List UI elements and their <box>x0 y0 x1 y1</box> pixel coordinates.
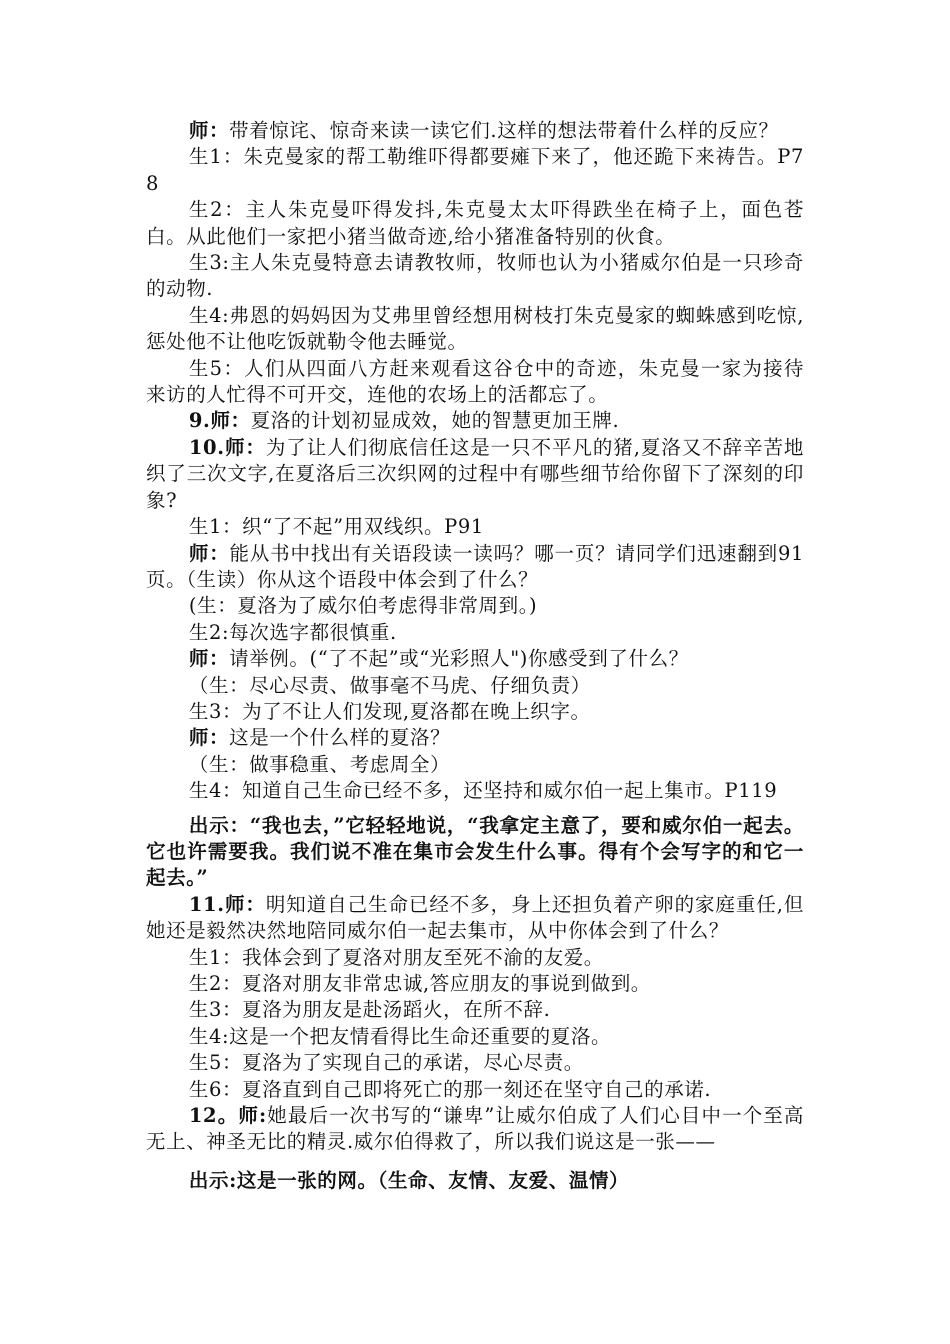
paragraph-text: 生4:弗恩的妈妈因为艾弗里曾经想用树枝打朱克曼家的蜘蛛感到吃惊,惩处他不让他吃饭就勒令他去睡觉。 <box>146 303 804 354</box>
paragraph-text: 为了让人们彻底信任这是一只不平凡的猪,夏洛又不辞辛苦地织了三次文字,在夏洛后三次织网的过程中有哪些细节给你留下了深刻的印象? <box>146 435 804 512</box>
paragraph-text: （生：做事稳重、考虑周全） <box>188 752 451 776</box>
dialogue-paragraph <box>146 673 804 699</box>
dialogue-paragraph <box>146 1024 804 1050</box>
paragraph-text: 生6：夏洛直到自己即将死亡的那一刻还在坚守自己的承诺. <box>188 1077 712 1101</box>
paragraph-text: 能从书中找出有关语段读一读吗？哪一页？请同学们迅速翻到91页。（生读）你从这个语段中体会到了什么？ <box>146 541 805 591</box>
paragraph-text: 这是一个什么样的夏洛？ <box>229 726 451 750</box>
paragraph-text: (生：夏洛为了威尔伯考虑得非常周到。) <box>188 594 538 618</box>
speaker-label: 10.师： <box>188 435 266 459</box>
quote-text: “我也去，”它轻轻地说，“我拿定主意了，要和威尔伯一起去。它也许需要我。我们说不准在集市会发生什么事。得有个会写字的和它一起去。” <box>146 813 804 890</box>
dialogue-paragraph <box>146 1050 804 1076</box>
dialogue-paragraph <box>146 593 804 619</box>
speaker-label: 9.师： <box>188 409 251 433</box>
dialogue-paragraph <box>146 725 804 751</box>
paragraph-text: 生3:主人朱克曼特意去请教牧师，牧师也认为小猪威尔伯是一只珍奇的动物. <box>146 251 804 301</box>
dialogue-block-2 <box>146 892 804 1156</box>
paragraph-text: 生1：织“了不起”用双线织。P91 <box>188 515 484 539</box>
dialogue-paragraph <box>146 1103 804 1156</box>
quote-lead: 出示： <box>188 813 250 837</box>
dialogue-paragraph <box>146 778 804 804</box>
paragraph-text: 生3：为了不让人们发现,夏洛都在晚上织字。 <box>188 699 591 723</box>
paragraph-text: 生3：夏洛为朋友是赴汤蹈火，在所不辞. <box>188 998 551 1022</box>
dialogue-paragraph <box>146 892 804 945</box>
speaker-label: 11.师： <box>188 892 266 916</box>
speaker-label: 师： <box>188 541 230 565</box>
paragraph-text: 生1：朱克曼家的帮工勒维吓得都要瘫下来了，他还跪下来祷告。P78 <box>146 145 804 195</box>
dialogue-paragraph <box>146 118 804 144</box>
dialogue-paragraph <box>146 144 804 197</box>
quote-paragraph <box>146 813 804 892</box>
paragraph-text: 生2:每次选字都很慎重. <box>188 620 397 644</box>
dialogue-paragraph <box>146 197 804 250</box>
paragraph-text: 请举例。(“了不起”或“光彩照人")你感受到了什么？ <box>229 647 689 671</box>
dialogue-block-1 <box>146 118 804 805</box>
paragraph-text: 生2：夏洛对朋友非常忠诚,答应朋友的事说到做到。 <box>188 972 651 995</box>
paragraph-text: 生4：知道自己生命已经不多，还坚持和威尔伯一起上集市。P119 <box>188 779 778 803</box>
paragraph-text: 生4:这是一个把友情看得比生命还重要的夏洛。 <box>188 1024 612 1048</box>
speaker-label: 师： <box>188 647 230 671</box>
speaker-label: 12。师: <box>188 1104 267 1128</box>
dialogue-paragraph <box>146 514 804 540</box>
paragraph-text: 生1：我体会到了夏洛对朋友至死不渝的友爱。 <box>188 945 604 969</box>
paragraph-text: 带着惊诧、惊奇来读一读它们.这样的想法带着什么样的反应？ <box>229 119 779 142</box>
dialogue-paragraph <box>146 971 804 997</box>
dialogue-paragraph <box>146 646 804 672</box>
paragraph-text: 明知道自己生命已经不多，身上还担负着产卵的家庭重任,但她还是毅然决然地陪同威尔伯一起去集市，从中你体会到了什么？ <box>146 892 804 943</box>
paragraph-text: 生5：夏洛为了实现自己的承诺，尽心尽责。 <box>188 1051 584 1075</box>
dialogue-paragraph <box>146 699 804 725</box>
dialogue-paragraph <box>146 435 804 514</box>
paragraph-text: 生5：人们从四面八方赶来观看这谷仓中的奇迹，朱克曼一家为接待来访的人忙得不可开交，连他的农场上的活都忘了。 <box>146 356 804 407</box>
dialogue-paragraph <box>146 752 804 778</box>
paragraph-text: （生：尽心尽责、做事毫不马虎、仔细负责） <box>188 673 591 697</box>
speaker-label: 师： <box>188 726 230 750</box>
dialogue-paragraph <box>146 541 804 594</box>
dialogue-paragraph <box>146 250 804 303</box>
paragraph-text: 她最后一次书写的“谦卑”让威尔伯成了人们心目中一个至高无上、神圣无比的精灵.威尔伯得救了，所以我们说这是一张—— <box>146 1104 805 1154</box>
speaker-label: 师： <box>188 119 230 142</box>
final-paragraph: 出示:这是一张的网。（生命、友情、友爱、温情） <box>188 1168 630 1192</box>
paragraph-text: 夏洛的计划初显成效，她的智慧更加王牌. <box>250 409 620 433</box>
dialogue-paragraph <box>146 945 804 971</box>
dialogue-paragraph <box>146 408 804 434</box>
paragraph-text: 生2：主人朱克曼吓得发抖,朱克曼太太吓得跌坐在椅子上，面色苍白。从此他们一家把小猪当做奇迹,给小猪准备特别的伙食。 <box>146 198 804 248</box>
dialogue-paragraph <box>146 1077 804 1103</box>
dialogue-paragraph <box>146 997 804 1023</box>
dialogue-paragraph <box>146 356 804 409</box>
dialogue-paragraph <box>146 620 804 646</box>
dialogue-paragraph <box>146 303 804 356</box>
